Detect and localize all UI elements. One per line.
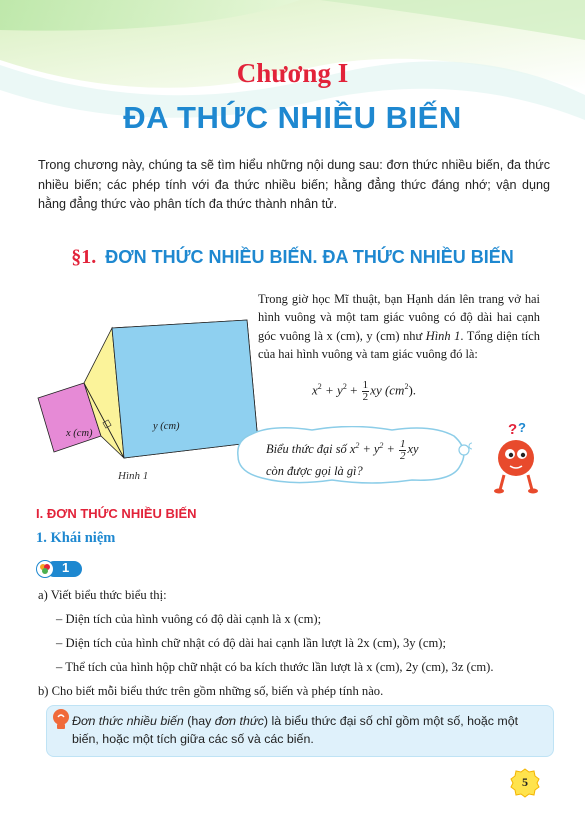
mascot-character xyxy=(486,420,546,495)
svg-text:?: ? xyxy=(508,421,518,438)
chapter-intro: Trong chương này, chúng ta sẽ tìm hiểu những nội dung sau: đơn thức nhiều biến, đa thức nhiều biến; các phép tính với đa thức nhiều biến; hằng đẳng thức đáng nhớ; vận dụng hằng đẳng thức vào phân tích đa thức thành nhân tử. xyxy=(38,158,550,211)
lightbulb-icon xyxy=(51,708,71,732)
figure-caption: Hình 1 xyxy=(118,470,149,482)
section-title xyxy=(0,246,585,269)
label-x: x (cm) xyxy=(66,428,93,439)
chapter-title: ĐA THỨC NHIỀU BIẾN xyxy=(123,100,462,135)
area-formula: $x^2 + y^2$ + $\frac{1}{2}$ xy $(cm^2)$. xyxy=(312,379,417,403)
task-a1: – Diện tích của hình vuông có độ dài cạnh là x (cm); xyxy=(56,612,322,626)
section-number: §1. xyxy=(71,246,97,268)
page-number: 5 xyxy=(522,775,528,789)
definition-text: Đơn thức nhiều biến (hay đơn thức) là biểu thức đại số chỉ gồm một số, hoặc một biến, hoặc một tích giữa các số và các biến. xyxy=(72,714,519,746)
chapter-label: Chương I xyxy=(236,58,349,88)
task-b: b) Cho biết mỗi biểu thức trên gồm những số, biến và phép tính nào. xyxy=(38,684,384,698)
task-a: a) Viết biểu thức biểu thị: xyxy=(38,588,167,602)
activity-badge xyxy=(36,560,84,578)
bubble-question: Biểu thức đại số $x^2 + y^2$ + $\frac{1}{2}$ xy còn được gọi là gì? xyxy=(266,437,419,478)
section-title-text: ĐƠN THỨC NHIỀU BIẾN. ĐA THỨC NHIỀU BIẾN xyxy=(105,247,514,267)
problem-paragraph: Trong giờ học Mĩ thuật, bạn Hạnh dán lên trang vở hai hình vuông và một tam giác vuông có độ dài hai cạnh góc vuông là x (cm), y (cm) như Hình 1. Tổng diện tích của hai hình vuông và tam giác vuông đó là: xyxy=(258,292,541,361)
task-a2: – Diện tích của hình chữ nhật có độ dài hai cạnh lần lượt là 2x (cm), 3y (cm); xyxy=(56,636,446,650)
part-heading: I. ĐƠN THỨC NHIỀU BIẾN xyxy=(36,506,197,521)
figure-drawing xyxy=(28,318,258,493)
svg-text:?: ? xyxy=(518,420,526,435)
task-a3: – Thể tích của hình hộp chữ nhật có ba kích thước lần lượt là x (cm), 2y (cm), 3z (cm). xyxy=(56,660,494,674)
label-y: y (cm) xyxy=(153,421,180,432)
subsection-heading: 1. Khái niệm xyxy=(36,530,116,546)
activity-number: 1 xyxy=(62,560,70,575)
